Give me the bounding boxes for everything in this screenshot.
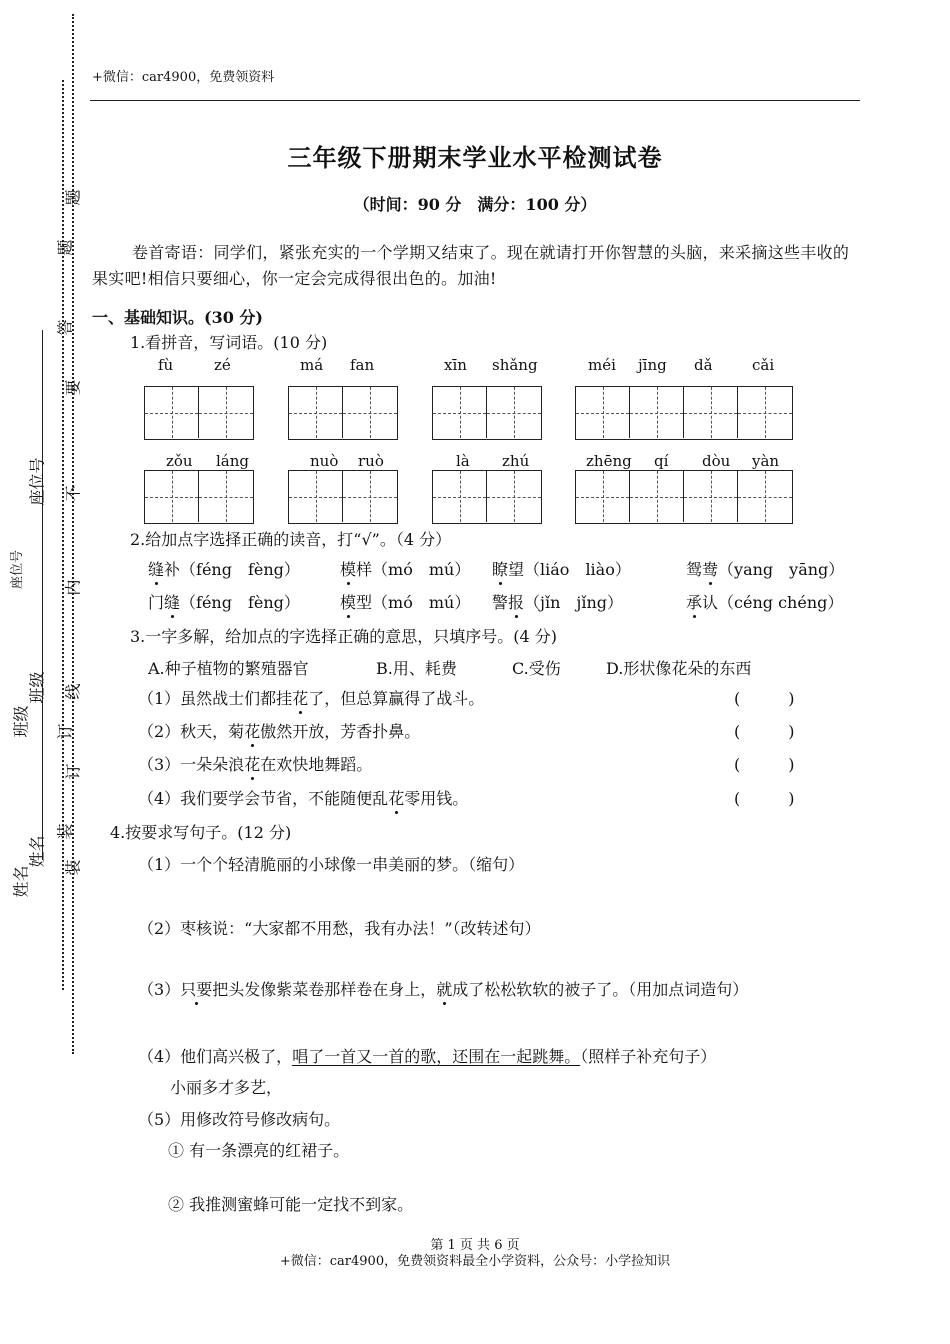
writing-grid[interactable]: [432, 386, 542, 440]
q3-answer-blank[interactable]: ( ): [734, 789, 795, 808]
seal-char-8b: 题: [63, 189, 83, 206]
pinyin: fù: [158, 356, 174, 374]
pinyin: qí: [654, 452, 669, 470]
q2-item: 承认（céng chéng）: [686, 593, 844, 612]
pinyin: cǎi: [752, 356, 775, 374]
writing-grid[interactable]: [288, 470, 398, 524]
seal-char-1: 装: [63, 859, 83, 876]
margin-name-label: 姓名: [27, 835, 47, 868]
q3-label: 3.一字多解，给加点的字选择正确的意思，只填序号。(4 分): [130, 627, 558, 646]
pinyin: shǎng: [492, 356, 538, 374]
pinyin: jīng: [638, 356, 667, 374]
q2-item: 模样（mó mú）: [340, 560, 471, 579]
writing-grid[interactable]: [575, 470, 793, 524]
q3-item: （1）虽然战士们都挂花了，但总算赢得了战斗。: [138, 689, 485, 708]
q2-item: 警报（jǐn jǐng）: [492, 593, 624, 612]
q4-sentence-3: （3）只要把头发像紫菜卷那样卷在身上，就成了松松软软的被子了。（用加点词造句）: [138, 980, 749, 999]
pinyin: yàn: [752, 452, 780, 470]
writing-grid[interactable]: [288, 386, 398, 440]
pinyin: dòu: [702, 452, 731, 470]
exam-time-score: （时间：90 分 满分：100 分）: [353, 195, 597, 214]
seal-char-6: 要: [63, 379, 83, 396]
q4-sentence-5: （5）用修改符号修改病句。: [138, 1110, 341, 1129]
footer-note: +微信：car4900，免费领资料最全小学资料，公众号：小学捡知识: [279, 1254, 671, 1269]
section-1-heading: 一、基础知识。(30 分): [92, 308, 263, 327]
pinyin: zhú: [502, 452, 530, 470]
q4-sentence-1: （1）一个个轻清脆丽的小球像一串美丽的梦。（缩句）: [138, 855, 525, 874]
q3-answer-blank[interactable]: ( ): [734, 689, 795, 708]
q3-option-b: B.用、耗费: [376, 659, 457, 678]
q4-sentence-5-1: ① 有一条漂亮的红裙子。: [168, 1141, 350, 1160]
q3-answer-blank[interactable]: ( ): [734, 755, 795, 774]
pinyin: zhēng: [586, 452, 632, 470]
q4-sentence-4: （4）他们高兴极了，唱了一首又一首的歌，还围在一起跳舞。（照样子补充句子）: [138, 1047, 717, 1066]
seal-char-5: 不: [63, 485, 83, 502]
pinyin: dǎ: [694, 356, 713, 374]
writing-grid[interactable]: [575, 386, 793, 440]
pinyin: xīn: [444, 356, 467, 374]
pinyin: zǒu: [166, 452, 193, 470]
writing-grid[interactable]: [144, 386, 254, 440]
q3-item: （2）秋天，菊花傲然开放，芳香扑鼻。: [138, 722, 421, 741]
q2-item: 模型（mó mú）: [340, 593, 471, 612]
pinyin: fan: [350, 356, 375, 374]
binding-dotted-line-inner: [62, 80, 64, 990]
margin-seat-label-outer: 座位号: [10, 549, 26, 590]
writing-grid[interactable]: [432, 470, 542, 524]
seal-char-3: 线: [63, 683, 83, 700]
seal-char-1b: 装: [55, 823, 75, 840]
pinyin: méi: [588, 356, 616, 374]
q2-item: 瞭望（liáo liào）: [492, 560, 631, 579]
pinyin: zé: [214, 356, 231, 374]
q3-answer-blank[interactable]: ( ): [734, 722, 795, 741]
intro-message: 卷首寄语：同学们，紧张充实的一个学期又结束了。现在就请打开你智慧的头脑，来采摘这些丰收的果实吧!相信只要细心，你一定会完成得很出色的。加油!: [92, 243, 850, 288]
q4-label: 4.按要求写句子。(12 分): [110, 823, 292, 842]
margin-name-label-outer: 姓名: [11, 865, 31, 898]
pinyin: là: [456, 452, 470, 470]
q3-item: （4）我们要学会节省，不能随便乱花零用钱。: [138, 789, 469, 808]
q2-item: 鸳鸯（yang yāng）: [686, 560, 845, 579]
seal-char-8: 题: [55, 239, 75, 256]
q4-sentence-5-2: ② 我推测蜜蜂可能一定找不到家。: [168, 1195, 414, 1214]
pinyin: nuò: [310, 452, 339, 470]
q2-label: 2.给加点字选择正确的读音，打“√”。（4 分）: [130, 530, 452, 549]
header-note: +微信：car4900，免费领资料: [92, 70, 275, 85]
pinyin: láng: [216, 452, 250, 470]
writing-grid[interactable]: [144, 470, 254, 524]
pinyin: ruò: [358, 452, 384, 470]
seal-char-4: 内: [63, 579, 83, 596]
q3-option-d: D.形状像花朵的东西: [606, 659, 752, 678]
q2-item: 缝补（féng fèng）: [148, 560, 300, 579]
q4-sentence-2: （2）枣核说：“大家都不用愁，我有办法！”（改转述句）: [138, 919, 541, 938]
page-number: 第 1 页 共 6 页: [430, 1238, 520, 1253]
q1-label: 1.看拼音，写词语。(10 分): [130, 333, 328, 352]
q2-item: 门缝（féng fèng）: [148, 593, 300, 612]
pinyin: má: [300, 356, 324, 374]
margin-seat-label: 座位号: [27, 457, 47, 506]
q3-option-c: C.受伤: [512, 659, 561, 678]
page-title: 三年级下册期末学业水平检测试卷: [287, 143, 663, 172]
seal-char-2: 订: [63, 763, 83, 780]
q4-sentence-4-prompt: 小丽多才多艺，: [170, 1078, 283, 1097]
q3-item: （3）一朵朵浪花在欢快地舞蹈。: [138, 755, 373, 774]
margin-class-label: 班级: [27, 671, 47, 704]
margin-class-label-outer: 班级: [11, 705, 31, 738]
seal-char-2b: 订: [55, 723, 75, 740]
seal-char-7: 答: [55, 319, 75, 336]
binding-solid-line: [42, 330, 43, 860]
q3-option-a: A.种子植物的繁殖器官: [148, 659, 309, 678]
header-divider: [90, 100, 860, 101]
